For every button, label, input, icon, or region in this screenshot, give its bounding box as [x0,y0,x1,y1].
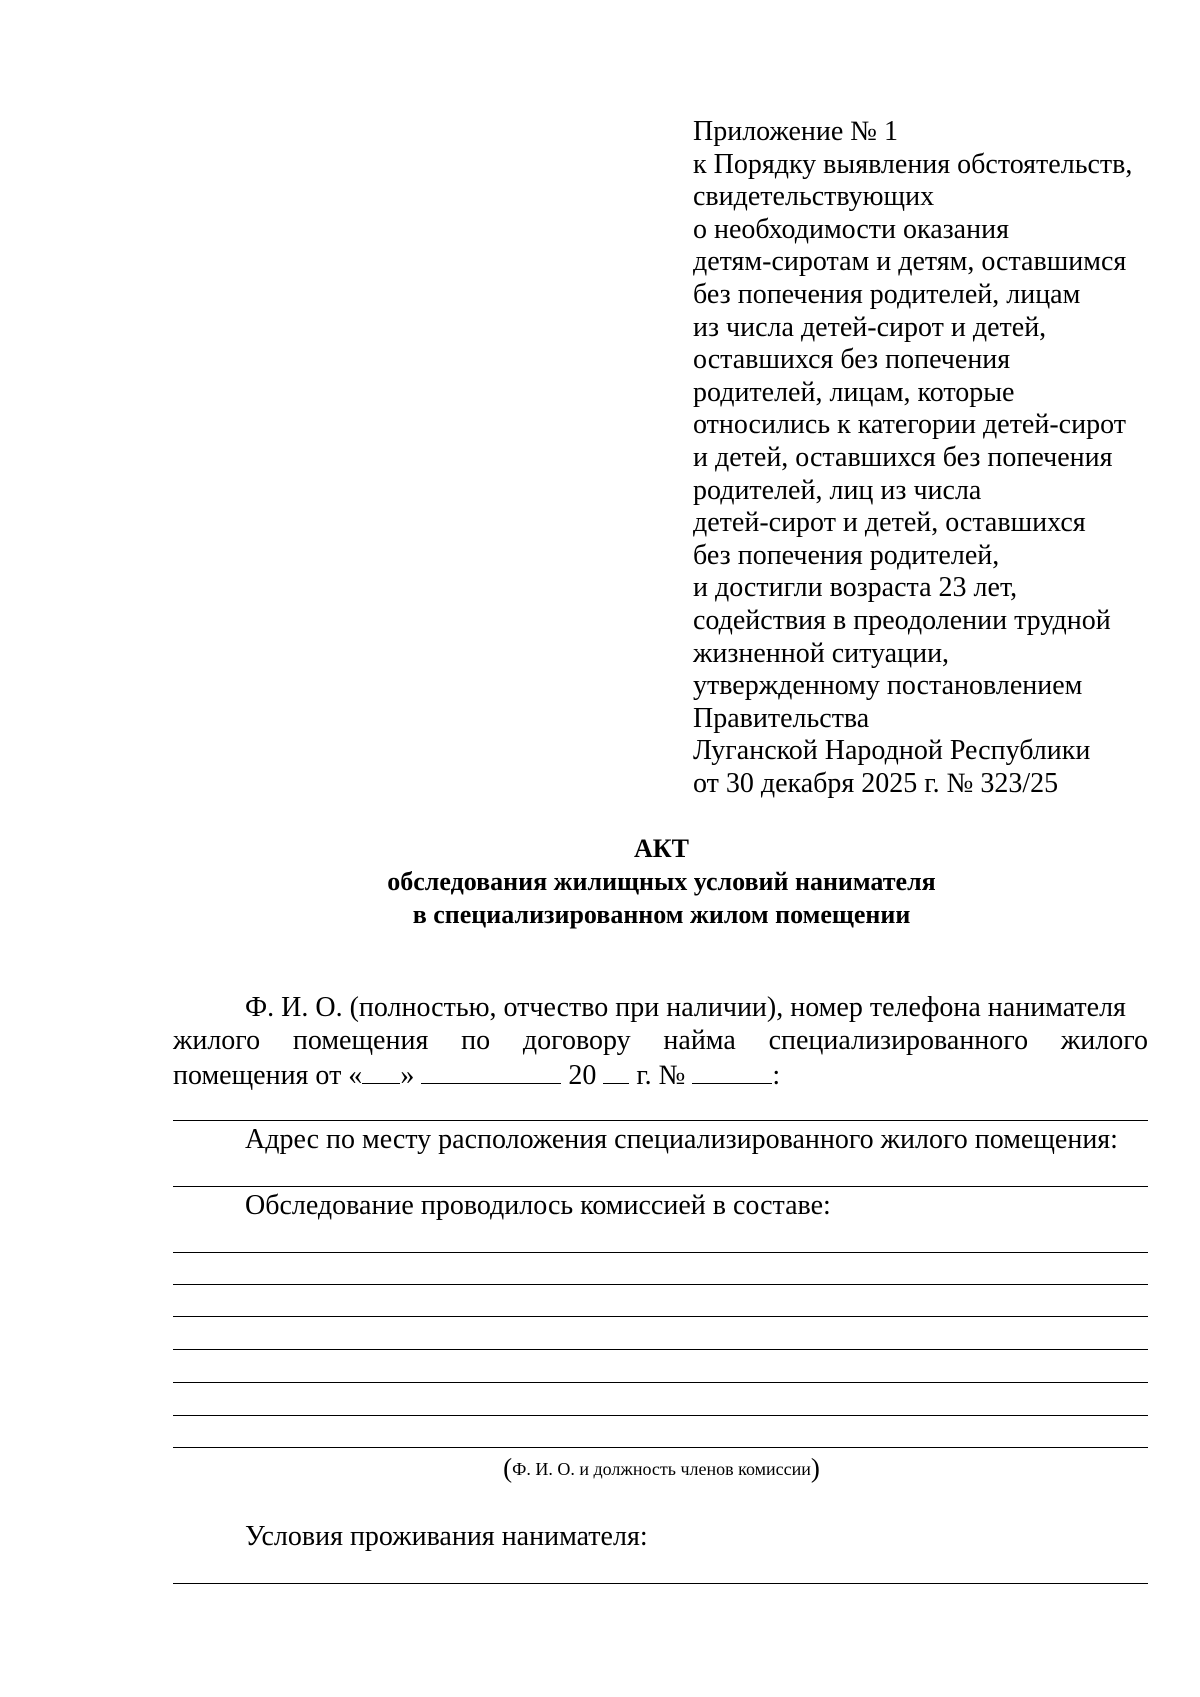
appendix-line: детей-сирот и детей, оставшихся [693,507,1086,539]
appendix-line: о необходимости оказания [693,213,1009,245]
contract-year-field[interactable] [603,1057,629,1084]
fio-word: по [461,1025,491,1056]
appendix-line: к Порядку выявления обстоятельств, [693,148,1133,180]
fio-word: жилого [1060,1025,1148,1056]
fio-label-line1: Ф. И. О. (полностью, отчество при наличии), номер телефона нанимателя [245,992,1126,1023]
contract-date-line [173,1057,780,1093]
caption-text: Ф. И. О. и должность членов комиссии [512,1459,811,1479]
commission-answer-line[interactable] [173,1382,1148,1383]
caption-close-paren: ) [810,1453,820,1483]
fio-label-line2 [173,1024,1148,1058]
appendix-line: и достигли возраста 23 лет, [693,572,1018,604]
title-subject: обследования жилищных условий нанимателя [387,867,936,896]
appendix-line: и детей, оставшихся без попечения [693,441,1113,473]
contract-year-prefix: 20 [568,1060,597,1091]
appendix-line: без попечения родителей, лицам [693,278,1081,310]
contract-date-close-quote: » [400,1060,415,1091]
fio-word: найма [663,1025,736,1056]
document-title [0,832,1200,931]
commission-answer-line[interactable] [173,1284,1148,1285]
address-answer-line[interactable] [173,1186,1148,1187]
commission-answer-line[interactable] [173,1316,1148,1317]
appendix-line: относились к категории детей-сирот [693,409,1126,441]
appendix-line: из числа детей-сирот и детей, [693,311,1047,343]
commission-answer-line[interactable] [173,1349,1148,1350]
appendix-line: оставшихся без попечения [693,344,1011,376]
appendix-line: Правительства [693,702,870,734]
appendix-line: детям-сиротам и детям, оставшимся [693,246,1127,278]
appendix-line: жизненной ситуации, [693,637,950,669]
caption-open-paren: ( [503,1453,513,1483]
title-act: АКТ [634,834,689,863]
appendix-header [693,116,1173,800]
fio-answer-line[interactable] [173,1120,1148,1121]
appendix-line: родителей, лицам, которые [693,376,1015,408]
contract-colon: : [772,1060,781,1091]
commission-answer-line[interactable] [173,1415,1148,1416]
contract-number-label: г. № [636,1060,686,1091]
appendix-line: утвержденному постановлением [693,670,1083,702]
appendix-line: родителей, лиц из числа [693,474,982,506]
contract-month-field[interactable] [421,1057,561,1084]
contract-day-field[interactable] [362,1057,400,1084]
commission-answer-line[interactable] [173,1447,1148,1448]
appendix-line: содействия в преодолении трудной [693,604,1111,636]
fio-word: специализированного [768,1025,1029,1056]
living-conditions-answer-line[interactable] [173,1583,1148,1584]
appendix-line: Приложение № 1 [693,116,898,147]
commission-label: Обследование проводилось комиссией в составе: [245,1190,831,1221]
fio-word: жилого [173,1025,261,1056]
living-conditions-label: Условия проживания нанимателя: [245,1521,648,1552]
appendix-line: без попечения родителей, [693,539,1000,571]
title-location: в специализированном жилом помещении [412,900,911,929]
fio-word: помещения [292,1025,429,1056]
appendix-line: Луганской Народной Республики [693,735,1091,767]
commission-answer-line[interactable] [173,1252,1148,1253]
contract-number-field[interactable] [692,1057,772,1084]
contract-date-prefix: помещения от « [173,1060,363,1091]
commission-caption [0,1454,1200,1483]
fio-word: договору [522,1025,631,1056]
appendix-line: от 30 декабря 2025 г. № 323/25 [693,767,1059,799]
appendix-line: свидетельствующих [693,181,935,213]
address-label: Адрес по месту расположения специализированного жилого помещения: [245,1124,1118,1155]
